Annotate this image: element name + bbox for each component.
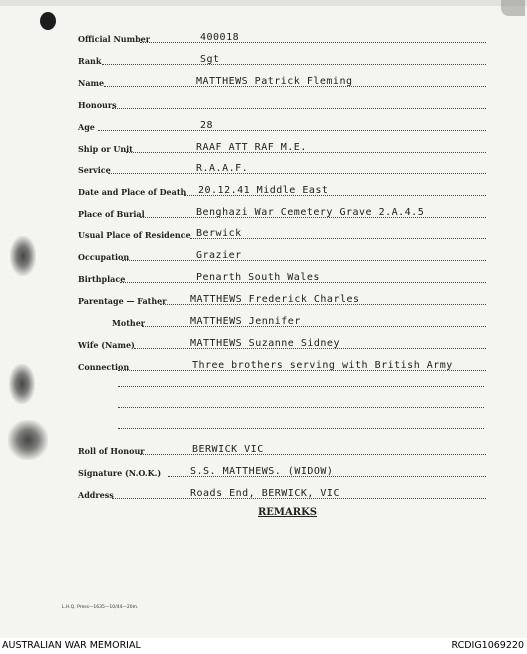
scan-edge [0, 0, 527, 6]
archive-footer [0, 638, 527, 654]
address-value: Roads End, BERWICK, VIC [190, 488, 340, 499]
wife-value: MATTHEWS Suzanne Sidney [190, 338, 340, 349]
birthplace-value: Penarth South Wales [196, 272, 320, 283]
honours-label: Honours [78, 100, 117, 110]
parentage-father-row [0, 290, 527, 308]
dotted-rule [112, 108, 486, 109]
parentage-mother-label: Mother [112, 318, 146, 328]
parentage-father-label: Parentage — Father [78, 296, 167, 306]
usual-residence-value: Berwick [196, 228, 242, 239]
connection-row [0, 356, 527, 374]
birthplace-row [0, 268, 527, 286]
date-place-of-death-value: 20.12.41 Middle East [198, 185, 329, 196]
dotted-rule [140, 42, 486, 43]
dotted-rule [108, 173, 486, 174]
remarks-heading: REMARKS [258, 507, 317, 518]
place-of-burial-value: Benghazi War Cemetery Grave 2.A.4.5 [196, 207, 425, 218]
footer-institution: AUSTRALIAN WAR MEMORIAL [2, 640, 141, 651]
age-value: 28 [200, 120, 214, 131]
printer-imprint: L.H.Q. Press—1635—10/44—20m. [62, 605, 139, 610]
roll-of-honour-value: BERWICK VIC [192, 444, 264, 455]
place-of-burial-row [0, 203, 527, 221]
official-number-row [0, 28, 527, 46]
birthplace-label: Birthplace [78, 274, 126, 284]
blank-dotted-line [118, 407, 484, 408]
connection-value: Three brothers serving with British Army [192, 360, 453, 371]
service-row [0, 159, 527, 177]
honours-row [0, 94, 527, 112]
age-label: Age [78, 122, 95, 132]
rank-value: Sgt [200, 54, 220, 65]
scan-corner-mark [501, 0, 525, 16]
ship-or-unit-row [0, 138, 527, 156]
connection-label: Connection [78, 362, 130, 372]
name-label: Name [78, 78, 105, 88]
parentage-mother-row [0, 312, 527, 330]
blank-dotted-line [118, 386, 484, 387]
service-value: R.A.A.F. [196, 163, 249, 174]
roll-of-honour-row [0, 440, 527, 458]
official-number-value: 400018 [200, 32, 240, 43]
address-row [0, 484, 527, 502]
parentage-mother-value: MATTHEWS Jennifer [190, 316, 301, 327]
place-of-burial-label: Place of Burial [78, 209, 145, 219]
signature-value: S.S. MATTHEWS. (WIDOW) [190, 466, 334, 477]
occupation-label: Occupation [78, 252, 130, 262]
blank-dotted-line [118, 428, 484, 429]
footer-record-id: RCDIG1069220 [451, 640, 524, 651]
address-label: Address [78, 490, 114, 500]
dotted-rule [98, 130, 486, 131]
service-label: Service [78, 165, 111, 175]
occupation-row [0, 246, 527, 264]
rank-row [0, 50, 527, 68]
date-place-of-death-label: Date and Place of Death [78, 187, 187, 197]
roll-of-honour-label: Roll of Honour [78, 446, 145, 456]
signature-row [0, 462, 527, 480]
rank-label: Rank [78, 56, 102, 66]
name-value: MATTHEWS Patrick Fleming [196, 76, 353, 87]
date-place-of-death-row [0, 181, 527, 199]
dotted-rule [122, 260, 486, 261]
official-number-label: Official Number [78, 34, 150, 44]
name-row [0, 72, 527, 90]
age-row [0, 116, 527, 134]
usual-residence-label: Usual Place of Residence [78, 230, 191, 240]
dotted-rule [102, 64, 486, 65]
ship-or-unit-value: RAAF ATT RAF M.E. [196, 142, 307, 153]
occupation-value: Grazier [196, 250, 242, 261]
wife-row [0, 334, 527, 352]
ship-or-unit-label: Ship or Unit [78, 144, 133, 154]
wife-label: Wife (Name) [78, 340, 135, 350]
usual-residence-row [0, 224, 527, 242]
signature-label: Signature (N.O.K.) [78, 468, 162, 478]
parentage-father-value: MATTHEWS Frederick Charles [190, 294, 360, 305]
